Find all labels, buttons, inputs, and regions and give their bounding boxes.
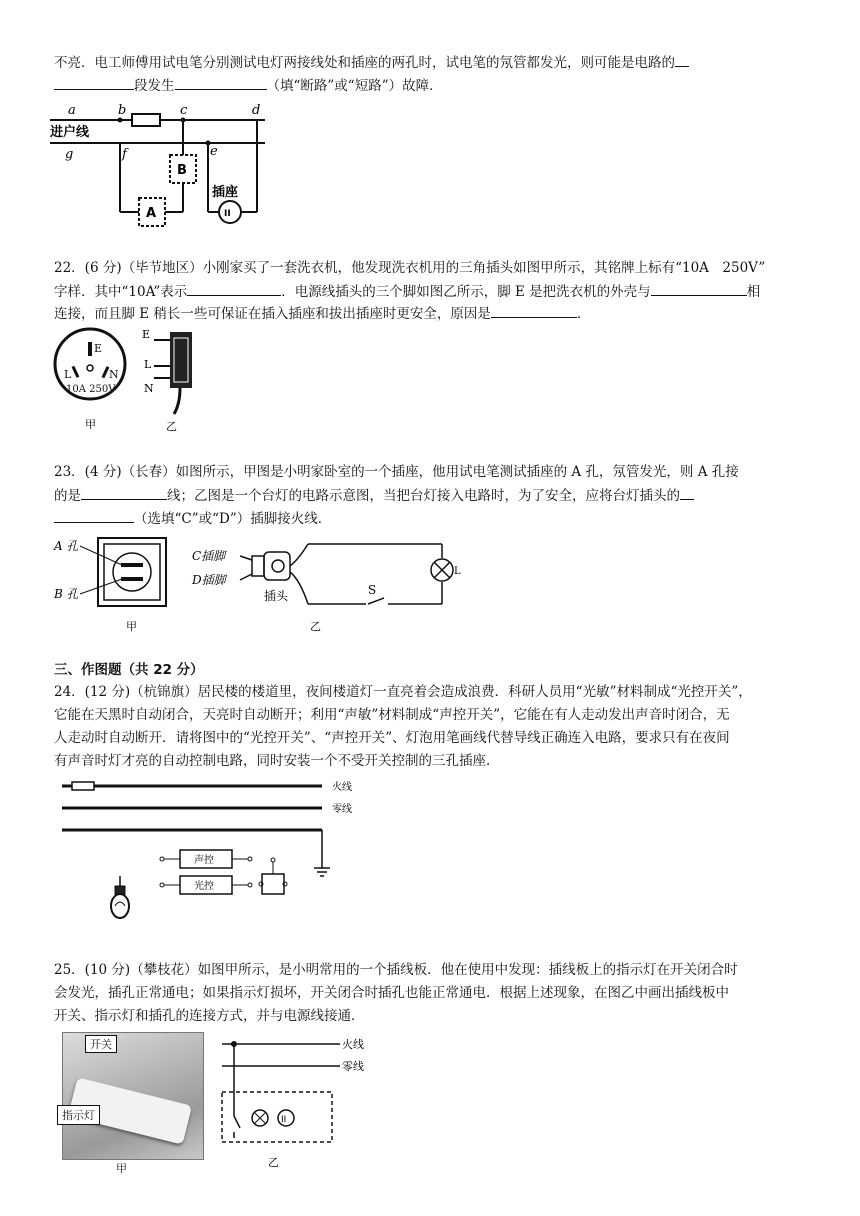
q21-circuit-figure [50, 100, 270, 240]
blank[interactable] [54, 75, 134, 90]
neutral-wire-label: 零线 [342, 1060, 364, 1073]
d-pin-label: D插脚 [192, 573, 226, 587]
fig-jia: 甲 [116, 1162, 127, 1175]
box-a-label: A [146, 206, 157, 221]
label-b: b [118, 103, 127, 118]
fig-jia: 甲 [85, 418, 96, 431]
blank[interactable] [175, 75, 267, 90]
label-d: d [252, 103, 261, 118]
q21-line2: 段发生 （填“断路”或“短路”）故障． [54, 75, 443, 96]
blank[interactable] [675, 52, 689, 67]
b-hole-label: B 孔 [54, 587, 79, 601]
pin-n-label: N [109, 368, 119, 381]
pin-l-label: L [64, 368, 72, 381]
label-a: a [68, 103, 76, 118]
q21-line1: 不亮．电工师傅用试电笔分别测试电灯两接线处和插座的两孔时，试电笔的氖管都发光，则可能是电路的 [54, 52, 689, 73]
q22-line3: 连接，而且脚 E 稍长一些可保证在插入插座和拔出插座时更安全，原因是 ． [54, 303, 590, 324]
fig-yi: 乙 [310, 620, 321, 633]
q22-plug-side-figure [140, 326, 210, 436]
label-f: f [122, 147, 127, 162]
q25-line1: 25．(10 分)（攀枝花）如图甲所示，是小明常用的一个插线板．他在使用中发现：插线板上的指示灯在开关闭合时 [54, 962, 738, 978]
power-strip-photo [62, 1032, 204, 1160]
side-n-label: N [144, 382, 154, 395]
sound-switch-label: 声控 [194, 855, 214, 866]
switch-s-label: S [368, 583, 377, 597]
q25-line3: 开关、指示灯和插孔的连接方式，并与电源线接通． [54, 1008, 365, 1024]
lamp-l-label: L [454, 566, 461, 577]
live-wire-label: 火线 [342, 1038, 364, 1051]
fig-yi: 乙 [268, 1156, 279, 1169]
side-l-label: L [144, 358, 152, 371]
a-hole-label: A 孔 [54, 539, 79, 553]
q23-line1: 23．(4 分)（长春）如图所示，甲图是小明家卧室的一个插座，他用试电笔测试插座的 A 孔，氖管发光，则 A 孔接 [54, 464, 739, 480]
neutral-wire-label: 零线 [332, 804, 352, 815]
fig-jia: 甲 [126, 620, 137, 633]
live-wire-label: 火线 [332, 782, 352, 793]
blank[interactable] [680, 485, 694, 500]
pin-e-label: E [94, 342, 103, 355]
label-c: c [180, 103, 188, 118]
q25-line2: 会发光，插孔正常通电；如果指示灯损坏，开关闭合时插孔也能正常通电．根据上述现象，在图乙中画出插线板中 [54, 985, 729, 1001]
q25-socket-panel-figure [214, 1032, 384, 1172]
light-switch-label: 光控 [194, 881, 214, 892]
socket-label: 插座 [212, 185, 239, 200]
blank[interactable] [54, 508, 134, 523]
q22-line1: 22．(6 分)（毕节地区）小刚家买了一套洗衣机，他发现洗衣机用的三角插头如图甲所示，其铭牌上标有“10A 250V” [54, 260, 766, 276]
q23-line2: 的是 线；乙图是一个台灯的电路示意图，当把台灯接入电路时，为了安全，应将台灯插头的 [54, 485, 694, 506]
q24-wiring-figure [56, 776, 376, 926]
box-b-label: B [177, 163, 187, 178]
svg-text:II: II [224, 209, 231, 219]
entry-line-label: 进户线 [50, 125, 90, 140]
q22-plug-front-figure [52, 326, 132, 436]
q23-lamp-circuit-figure [188, 534, 461, 644]
fig-yi: 乙 [166, 420, 177, 433]
c-pin-label: C插脚 [192, 549, 226, 563]
q24-line2: 它能在天黑时自动闭合，天亮时自动断开；利用“声敏”材料制成“声控开关”，它能在有人走动发出声音时闭合，无 [54, 707, 730, 723]
svg-text:II: II [281, 1115, 287, 1125]
label-e: e [210, 144, 218, 159]
blank[interactable] [187, 281, 281, 296]
blank[interactable] [651, 281, 747, 296]
rating-label: 10A 250V [66, 384, 116, 395]
plug-label: 插头 [264, 589, 289, 603]
switch-callout: 开关 [85, 1035, 117, 1053]
q24-line3: 人走动时自动断开．请将图中的“光控开关”、“声控开关”、灯泡用笔画线代替导线正确连入电路，要求只有在夜间 [54, 730, 730, 746]
q23-line3: （选填“C”或“D”）插脚接火线． [54, 508, 331, 529]
indicator-callout: 指示灯 [57, 1105, 100, 1125]
blank[interactable] [81, 485, 167, 500]
q24-line1: 24．(12 分)（杭锦旗）居民楼的楼道里，夜间楼道灯一直亮着会造成浪费．科研人员用“光敏”材料制成“光控开关”， [54, 684, 752, 700]
q23-socket-figure [50, 534, 180, 644]
side-e-label: E [142, 328, 151, 341]
section-title: 三、作图题（共 22 分） [54, 662, 204, 678]
blank[interactable] [491, 303, 577, 318]
q24-line4: 有声音时灯才亮的自动控制电路，同时安装一个不受开关控制的三孔插座． [54, 753, 500, 769]
label-g: g [65, 147, 74, 162]
q22-line2: 字样．其中“10A”表示 ．电源线插头的三个脚如图乙所示，脚 E 是把洗衣机的外壳与 相 [54, 281, 760, 302]
